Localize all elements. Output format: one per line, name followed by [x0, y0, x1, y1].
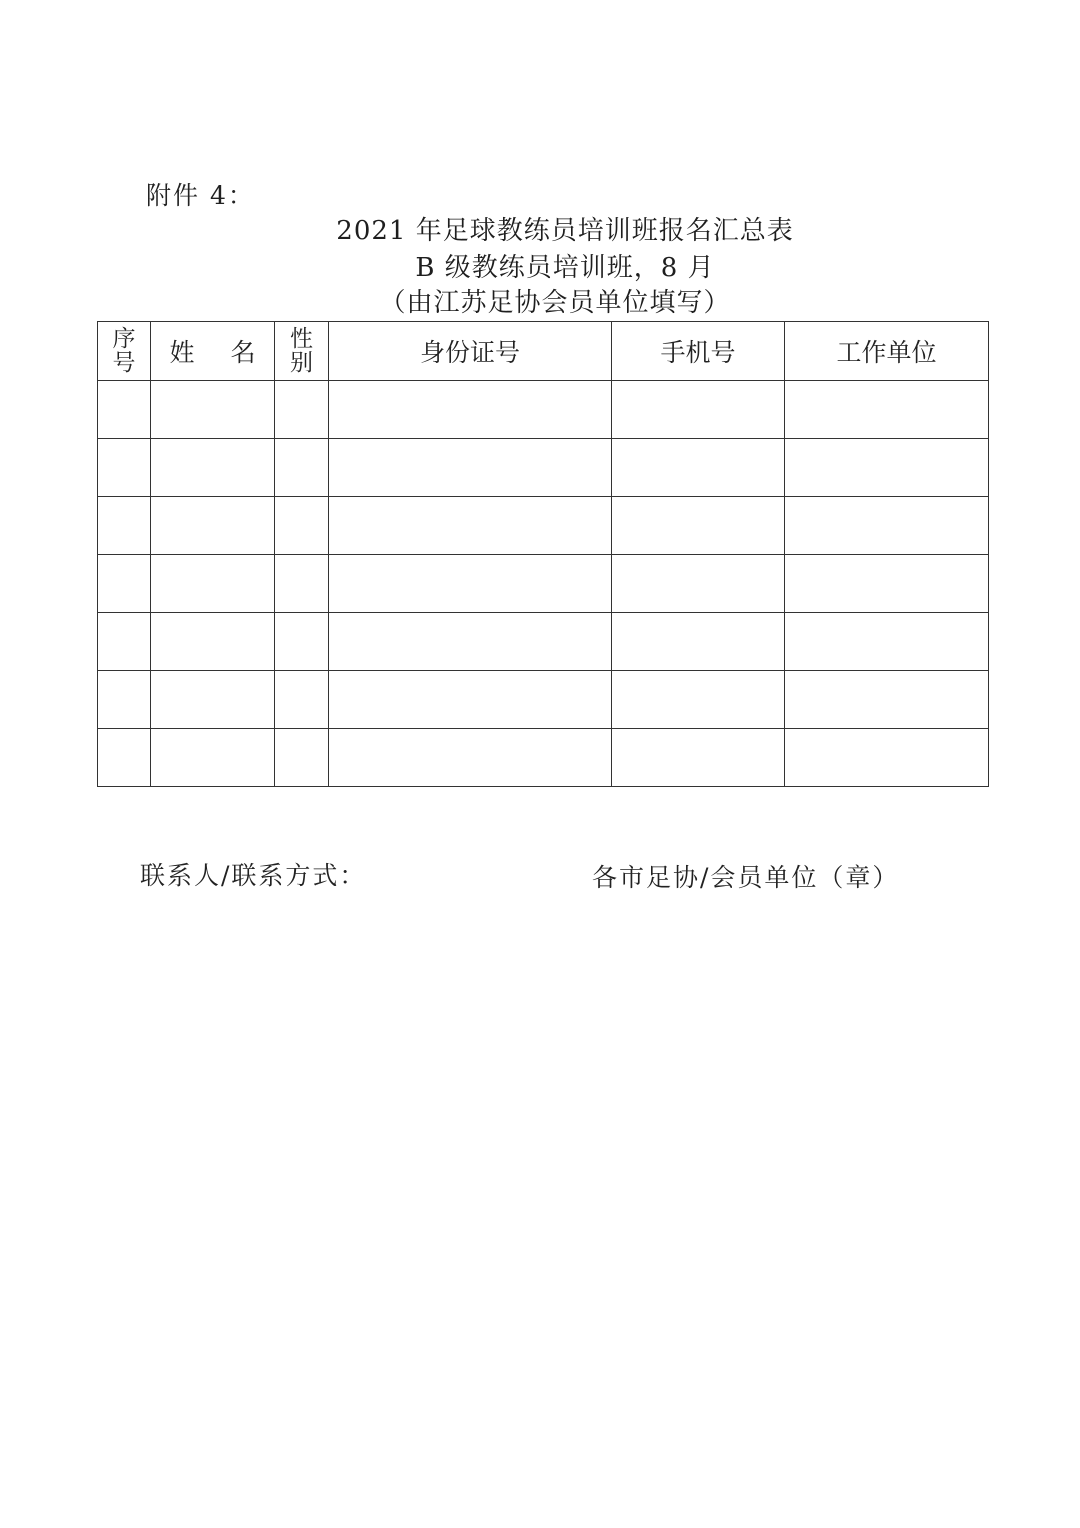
gender-cell[interactable]	[275, 671, 329, 729]
form-subtitle: B 级教练员培训班，8 月	[415, 253, 715, 283]
employer-cell[interactable]	[785, 729, 989, 787]
gender-cell[interactable]	[275, 497, 329, 555]
name-cell[interactable]	[151, 671, 275, 729]
header-seq: 序号	[98, 322, 151, 381]
gender-cell[interactable]	[275, 555, 329, 613]
phone-cell[interactable]	[612, 555, 785, 613]
employer-cell[interactable]	[785, 497, 989, 555]
table-row	[98, 497, 989, 555]
header-phone: 手机号	[612, 322, 785, 381]
seal-label: 各市足协/会员单位（章）	[592, 863, 900, 892]
gender-cell[interactable]	[275, 729, 329, 787]
table-body	[98, 381, 989, 787]
table-row	[98, 555, 989, 613]
id-number-cell[interactable]	[329, 671, 612, 729]
attachment-label: 附件 4：	[146, 181, 255, 210]
seq-cell[interactable]	[98, 381, 151, 439]
seq-cell[interactable]	[98, 671, 151, 729]
employer-cell[interactable]	[785, 439, 989, 497]
registration-table	[97, 321, 989, 787]
table-row	[98, 671, 989, 729]
seq-cell[interactable]	[98, 439, 151, 497]
phone-cell[interactable]	[612, 439, 785, 497]
header-name: 姓 名	[151, 322, 275, 381]
employer-cell[interactable]	[785, 671, 989, 729]
title-block	[0, 212, 1080, 320]
employer-cell[interactable]	[785, 613, 989, 671]
gender-cell[interactable]	[275, 439, 329, 497]
header-gender: 性别	[275, 322, 329, 381]
seq-cell[interactable]	[98, 555, 151, 613]
employer-cell[interactable]	[785, 555, 989, 613]
name-cell[interactable]	[151, 729, 275, 787]
id-number-cell[interactable]	[329, 381, 612, 439]
employer-cell[interactable]	[785, 381, 989, 439]
name-cell[interactable]	[151, 555, 275, 613]
phone-cell[interactable]	[612, 729, 785, 787]
name-cell[interactable]	[151, 613, 275, 671]
gender-cell[interactable]	[275, 613, 329, 671]
seq-cell[interactable]	[98, 613, 151, 671]
seq-cell[interactable]	[98, 497, 151, 555]
header-id-number: 身份证号	[329, 322, 612, 381]
id-number-cell[interactable]	[329, 439, 612, 497]
table-row	[98, 613, 989, 671]
form-note: （由江苏足协会员单位填写）	[379, 288, 731, 318]
id-number-cell[interactable]	[329, 729, 612, 787]
table-row	[98, 729, 989, 787]
header-employer: 工作单位	[785, 322, 989, 381]
contact-label: 联系人/联系方式：	[140, 861, 367, 890]
id-number-cell[interactable]	[329, 555, 612, 613]
seq-cell[interactable]	[98, 729, 151, 787]
name-cell[interactable]	[151, 497, 275, 555]
name-cell[interactable]	[151, 381, 275, 439]
gender-cell[interactable]	[275, 381, 329, 439]
name-cell[interactable]	[151, 439, 275, 497]
table-header-row	[98, 322, 989, 381]
phone-cell[interactable]	[612, 497, 785, 555]
form-title: 2021 年足球教练员培训班报名汇总表	[336, 216, 794, 246]
table-row	[98, 381, 989, 439]
id-number-cell[interactable]	[329, 497, 612, 555]
table-row	[98, 439, 989, 497]
phone-cell[interactable]	[612, 381, 785, 439]
phone-cell[interactable]	[612, 671, 785, 729]
id-number-cell[interactable]	[329, 613, 612, 671]
phone-cell[interactable]	[612, 613, 785, 671]
